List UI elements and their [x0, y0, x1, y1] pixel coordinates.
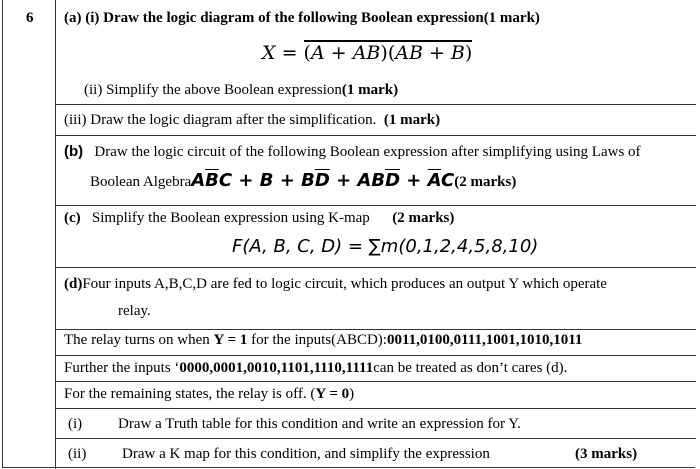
- part-a-i-text: (a) (i) Draw the logic diagram of the following Boolean expression(1 mark): [64, 10, 540, 26]
- outer-overline: [304, 40, 473, 42]
- part-b-text: (b) Draw the logic circuit of the following Boolean expression after simplifying using Laws of: [64, 143, 641, 160]
- part-d-i-text: Draw a Truth table for this condition and write an expression for Y.: [118, 416, 521, 432]
- part-d-line4: Further the inputs ‘0000,0001,0010,1101,1110,1111can be treated as don’t cares (d).: [64, 360, 568, 376]
- part-a-ii-text: (ii) Simplify the above Boolean expression(1 mark): [84, 82, 399, 98]
- part-d-line5: For the remaining states, the relay is off. (Y = 0): [64, 386, 355, 402]
- part-b-expression: $A\overline{B}C + B + B\overline{D} + AB\overline{D} + \overline{A}C$: [191, 170, 455, 191]
- part-d-i-label: (i): [68, 416, 83, 432]
- part-c-text: (c) Simplify the Boolean expression using K-map (2 marks): [64, 210, 455, 226]
- part-d-line1: (d)Four inputs A,B,C,D are fed to logic circuit, which produces an output Y which operate: [64, 276, 607, 292]
- part-d-line3: The relay turns on when Y = 1 for the inputs(ABCD):0011,0100,0111,1001,1010,1011: [64, 332, 583, 348]
- question-number: 6: [26, 10, 34, 26]
- part-d-line2: relay.: [118, 303, 151, 319]
- part-a-iii-text: (iii) Draw the logic diagram after the simplification. (1 mark): [64, 112, 441, 128]
- part-d-ii-mark: (3 marks): [575, 446, 638, 462]
- part-d-ii-label: (ii): [68, 446, 87, 462]
- part-c-expression: F(A, B, C, D) = ∑m(0,1,2,4,5,8,10): [232, 236, 539, 257]
- part-a-expression: X = $(\overline{A} + AB)(AB + \overline{B})$: [262, 42, 473, 64]
- part-b-line2: Boolean $AlgebraA\overline{B}C + B + B\overline{D} + AB\overline{D} + \overline{A}C(2$ marks): [90, 170, 517, 191]
- part-d-ii-text: Draw a K map for this condition, and simplify the expression: [122, 446, 490, 462]
